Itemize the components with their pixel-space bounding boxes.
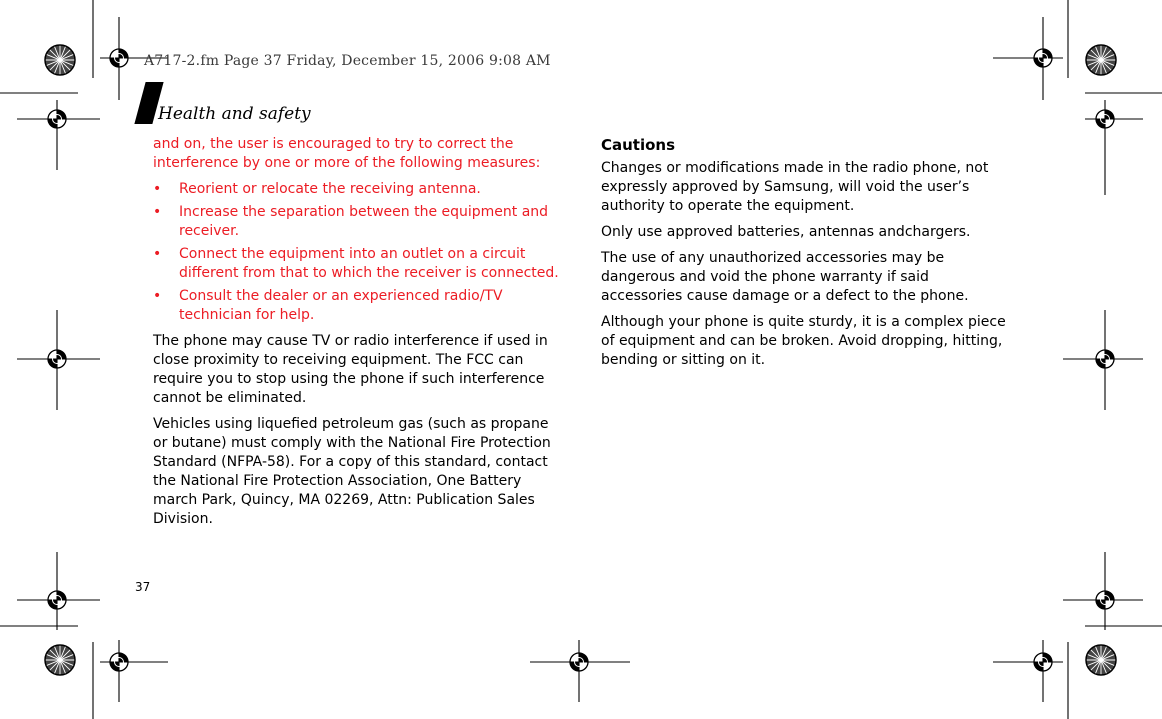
list-item: [153, 203, 563, 241]
left-column: [153, 135, 563, 536]
color-wheel-icon: [1086, 45, 1116, 75]
list-item-text: Connect the equipment into an outlet on a circuit different from that to which the receiver is connected.: [179, 246, 559, 281]
registration-mark-icon: [1096, 591, 1114, 609]
lpg-paragraph: Vehicles using liquefied petroleum gas (such as propane or butane) must comply with the National Fire Protection Standard (NFPA-58). For a copy of this standard, contact the National Fire Protection Association, One Battery march Park, Quincy, MA 02269, Attn: Publication Sales Division.: [153, 416, 551, 527]
list-item-text: Reorient or relocate the receiving antenna.: [179, 181, 481, 197]
list-item: [153, 245, 563, 283]
cautions-heading: Cautions: [601, 136, 676, 154]
print-file-info: A717-2.fm Page 37 Friday, December 15, 2006 9:08 AM: [144, 53, 551, 69]
registration-mark-icon: [1034, 49, 1052, 67]
registration-mark-icon: [48, 591, 66, 609]
interference-measures-list: [153, 180, 563, 325]
fcc-paragraph: The phone may cause TV or radio interference if used in close proximity to receiving equipment. The FCC can require you to stop using the phone if such interference cannot be eliminated.: [153, 333, 548, 406]
section-title: Health and safety: [158, 104, 311, 124]
bullet-icon: •: [153, 204, 162, 220]
page-number: 37: [135, 580, 151, 594]
registration-mark-icon: [1096, 110, 1114, 128]
registration-mark-icon: [110, 653, 128, 671]
registration-mark-icon: [1096, 350, 1114, 368]
color-wheel-icon: [45, 645, 75, 675]
color-wheel-icon: [1086, 645, 1116, 675]
cautions-paragraph: The use of any unauthorized accessories may be dangerous and void the phone warranty if said accessories cause damage or a defect to the phone.: [601, 250, 969, 304]
cautions-paragraph: Only use approved batteries, antennas andchargers.: [601, 224, 971, 240]
registration-mark-icon: [110, 49, 128, 67]
intro-paragraph: and on, the user is encouraged to try to correct the interference by one or more of the following measures:: [153, 136, 541, 171]
list-item-text: Increase the separation between the equipment and receiver.: [179, 204, 549, 239]
registration-mark-icon: [570, 653, 588, 671]
bullet-icon: •: [153, 288, 162, 304]
registration-mark-icon: [48, 350, 66, 368]
registration-mark-icon: [1034, 653, 1052, 671]
list-item-text: Consult the dealer or an experienced radio/TV technician for help.: [179, 288, 503, 323]
right-column: [601, 136, 1013, 377]
color-wheel-icon: [45, 45, 75, 75]
cautions-paragraph: Changes or modifications made in the radio phone, not expressly approved by Samsung, will void the user’s authority to operate the equipment.: [601, 160, 989, 214]
list-item: [153, 287, 563, 325]
bullet-icon: •: [153, 246, 162, 262]
registration-mark-icon: [48, 110, 66, 128]
cautions-paragraph: Although your phone is quite sturdy, it is a complex piece of equipment and can be broken. Avoid dropping, hitting, bending or sitting on it.: [601, 314, 1006, 368]
list-item: [153, 180, 563, 199]
bullet-icon: •: [153, 181, 162, 197]
